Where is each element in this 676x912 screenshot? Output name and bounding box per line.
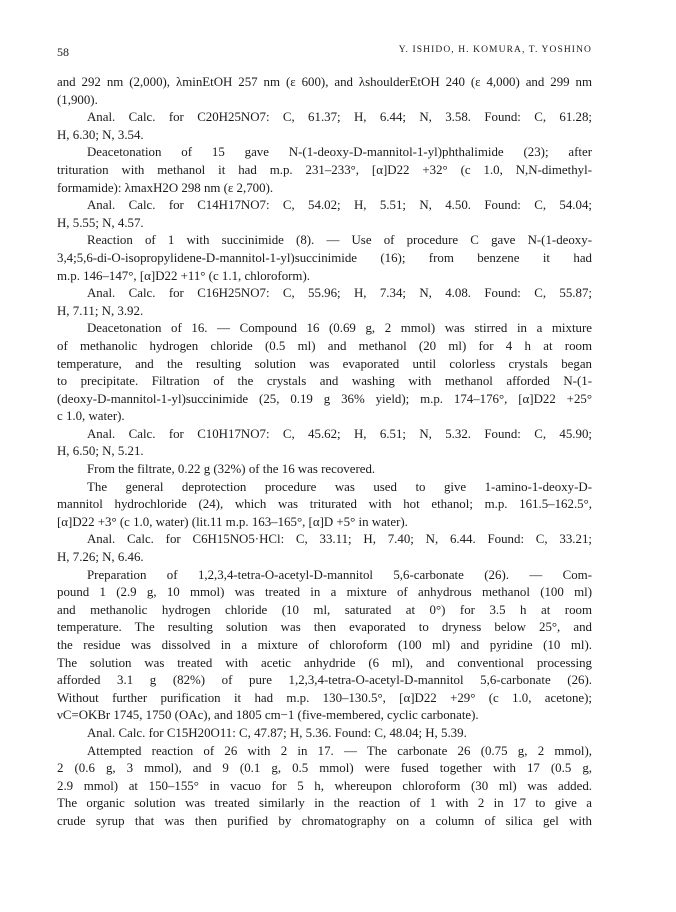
text-line: 3,4;5,6-di-O-isopropylidene-D-mannitol-1-yl)succinimide (16); from benzene it had <box>57 250 592 265</box>
text-line: Reaction of 1 with succinimide (8). — Use of procedure C gave N-(1-deoxy- <box>87 233 592 248</box>
text-line: H, 7.11; N, 3.92. <box>57 303 144 318</box>
running-head: Y. ISHIDO, H. KOMURA, T. YOSHINO <box>398 45 592 55</box>
text-line: crude syrup that was then purified by chromatography on a column of silica gel with <box>57 813 592 828</box>
text-line: c 1.0, water). <box>57 409 125 424</box>
text-line: Preparation of 1,2,3,4-tetra-O-acetyl-D-mannitol 5,6-carbonate (26). — Com- <box>87 567 592 582</box>
text-line: The general deprotection procedure was used to give 1-amino-1-deoxy-D- <box>87 479 592 494</box>
body-text <box>57 74 592 831</box>
text-line: [α]D22 +3° (c 1.0, water) (lit.11 m.p. 163–165°, [α]D +5° in water). <box>57 514 408 529</box>
text-line: Anal. Calc. for C14H17NO7: C, 54.02; H, 5.51; N, 4.50. Found: C, 54.04; <box>87 198 592 213</box>
text-line: The organic solution was treated similarly in the reaction of 1 with 2 in 17 to give a <box>57 796 592 811</box>
text-line: Anal. Calc. for C15H20O11: C, 47.87; H, 5.36. Found: C, 48.04; H, 5.39. <box>87 725 467 740</box>
text-line: and methanolic hydrogen chloride (10 ml, saturated at 0°) for 3.5 h at room <box>57 602 592 617</box>
text-line: m.p. 146–147°, [α]D22 +11° (c 1.1, chloroform). <box>57 268 310 283</box>
text-line: of methanolic hydrogen chloride (0.5 ml) and methanol (20 ml) for 4 h at room <box>57 338 592 353</box>
text-line: and 292 nm (2,000), λminEtOH 257 nm (ε 600), and λshoulderEtOH 240 (ε 4,000) and 299 nm <box>57 75 592 89</box>
text-line: trituration with methanol it had m.p. 231–233°, [α]D22 +32° (c 1.0, N,N-dimethyl- <box>57 162 592 177</box>
text-line: The solution was treated with acetic anhydride (6 ml), and conventional processing <box>57 655 592 670</box>
text-line: Deacetonation of 16. — Compound 16 (0.69 g, 2 mmol) was stirred in a mixture <box>87 321 592 336</box>
text-line: H, 6.30; N, 3.54. <box>57 127 144 142</box>
text-line: pound 1 (2.9 g, 10 mmol) was treated in a mixture of anhydrous methanol (100 ml) <box>57 585 592 600</box>
text-line: (deoxy-D-mannitol-1-yl)succinimide (25, 0.19 g 36% yield); m.p. 174–176°, [α]D22 +25° <box>57 391 592 406</box>
text-line: the residue was dissolved in a mixture of chloroform (100 ml) and pyridine (10 ml). <box>57 638 592 652</box>
text-line: Anal. Calc. for C16H25NO7: C, 55.96; H, 7.34; N, 4.08. Found: C, 55.87; <box>87 286 592 301</box>
page-number: 58 <box>57 45 69 59</box>
text-line: temperature. The resulting solution was then evaporated to dryness below 25°, and <box>57 620 592 635</box>
text-line: H, 7.26; N, 6.46. <box>57 550 144 565</box>
text-line: Anal. Calc. for C20H25NO7: C, 61.37; H, 6.44; N, 3.58. Found: C, 61.28; <box>87 110 592 125</box>
text-line: formamide): λmaxH2O 298 nm (ε 2,700). <box>57 180 274 195</box>
text-line: Attempted reaction of 26 with 2 in 17. — The carbonate 26 (0.75 g, 2 mmol), <box>87 743 592 758</box>
text-line: 2 (0.6 g, 3 mmol), and 9 (0.1 g, 0.5 mmol) were fused together with 17 (0.5 g, <box>57 761 592 776</box>
text-line: (1,900). <box>57 92 98 107</box>
page-header <box>0 0 676 70</box>
text-line: H, 6.50; N, 5.21. <box>57 444 144 459</box>
text-line: mannitol hydrochloride (24), which was triturated with hot ethanol; m.p. 161.5–162.5°, <box>57 497 592 512</box>
text-line: afforded 3.1 g (82%) of pure 1,2,3,4-tetra-O-acetyl-D-mannitol 5,6-carbonate (26). <box>57 673 592 688</box>
text-line: Without further purification it had m.p. 130–130.5°, [α]D22 +29° (c 1.0, acetone); <box>57 690 592 705</box>
text-line: H, 5.55; N, 4.57. <box>57 215 144 230</box>
text-line: Deacetonation of 15 gave N-(1-deoxy-D-mannitol-1-yl)phthalimide (23); after <box>87 145 592 160</box>
text-line: to precipitate. Filtration of the crystals and washing with methanol afforded N-(1- <box>57 374 592 389</box>
text-line: 2.9 mmol) at 150–155° in vacuo for 5 h, whereupon chloroform (30 ml) was added. <box>57 778 592 793</box>
text-line: νC=OKBr 1745, 1750 (OAc), and 1805 cm−1 (five-membered, cyclic carbonate). <box>57 708 479 723</box>
text-line: temperature, and the resulting solution was evaporated until colorless crystals began <box>57 356 592 371</box>
text-line: Anal. Calc. for C10H17NO7: C, 45.62; H, 6.51; N, 5.32. Found: C, 45.90; <box>87 426 592 441</box>
text-line: Anal. Calc. for C6H15NO5·HCl: C, 33.11; H, 7.40; N, 6.44. Found: C, 33.21; <box>87 532 592 547</box>
text-line: From the filtrate, 0.22 g (32%) of the 16 was recovered. <box>87 462 376 477</box>
